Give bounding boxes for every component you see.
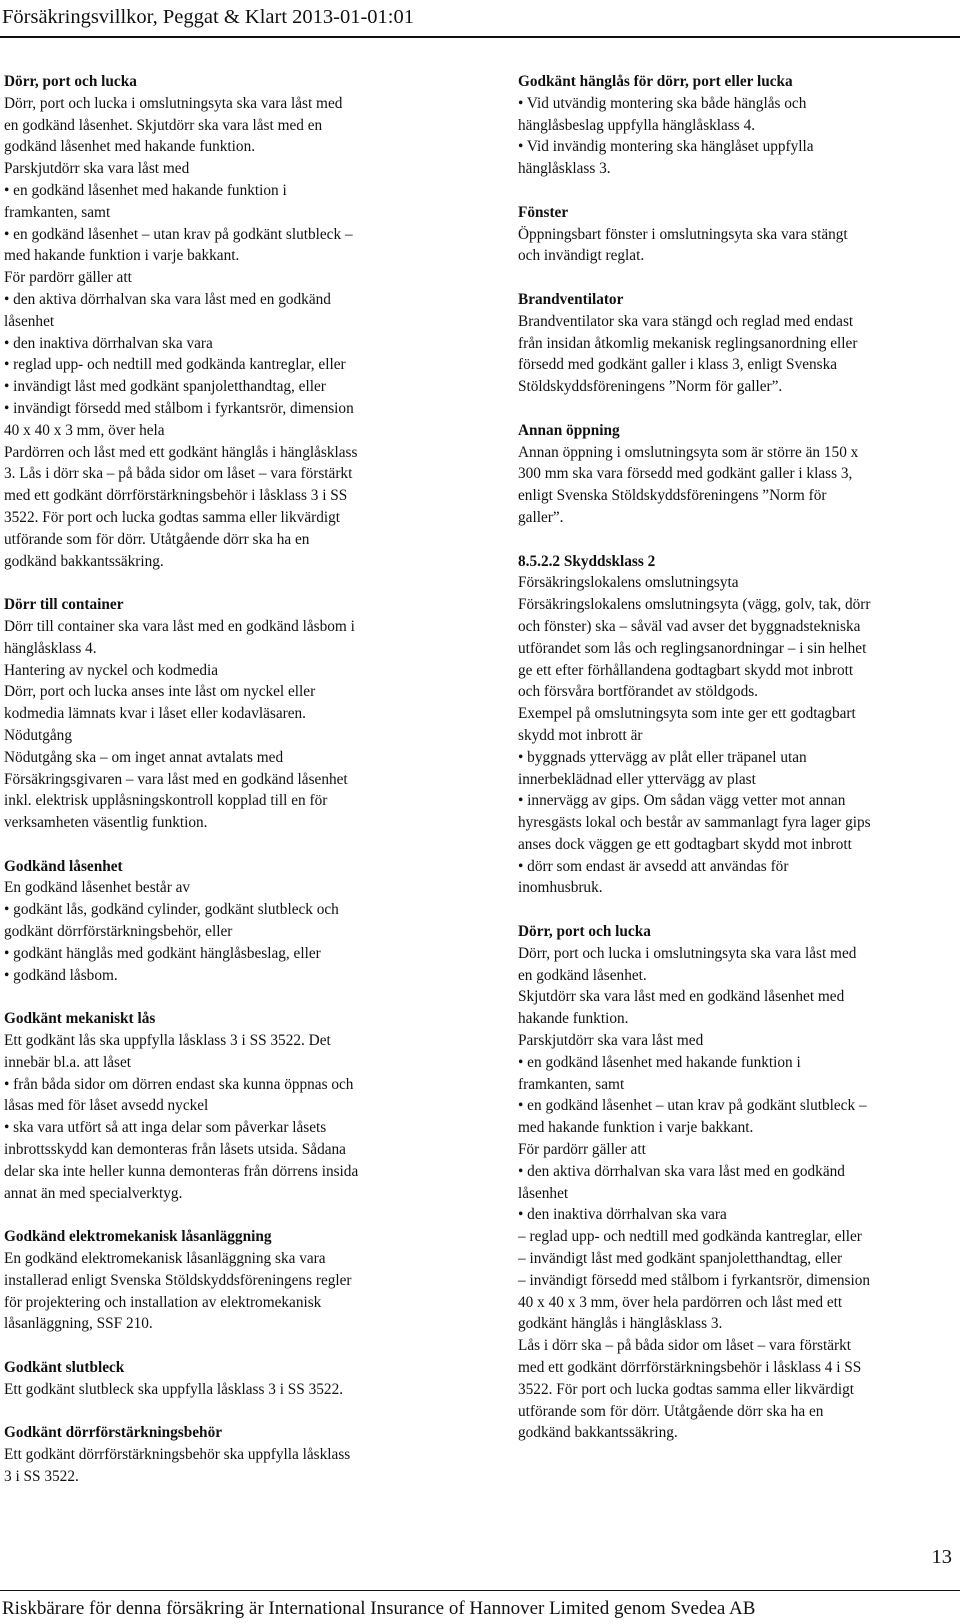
text-line: • den inaktiva dörrhalvan ska vara bbox=[4, 334, 213, 352]
text-line: hyresgästs lokal och består av sammanlagt fyra lager gips bbox=[518, 814, 871, 832]
section-heading: Godkänt dörrförstärkningsbehör bbox=[4, 1424, 223, 1442]
text-line: • innervägg av gips. Om sådan vägg vetter mot annan bbox=[518, 792, 846, 810]
text-line: • invändigt försedd med stålbom i fyrkantsrör, dimension bbox=[4, 399, 354, 417]
text-line: godkänd bakkantssäkring. bbox=[4, 552, 164, 570]
text-line: • godkänt lås, godkänd cylinder, godkänt slutbleck och bbox=[4, 901, 339, 919]
text-line: Ett godkänt slutbleck ska uppfylla låsklass 3 i SS 3522. bbox=[4, 1380, 344, 1398]
text-line: Nödutgång bbox=[4, 726, 72, 744]
document-title: Försäkringsvillkor, Peggat & Klart 2013-01-01:01 bbox=[2, 6, 414, 28]
text-line: innerbeklädnad eller yttervägg av plast bbox=[518, 770, 756, 788]
text-line: Ett godkänt lås ska uppfylla låsklass 3 i SS 3522. Det bbox=[4, 1032, 331, 1050]
text-line: utförande som för dörr. Utåtgående dörr ska ha en bbox=[518, 1402, 824, 1420]
text-line: 300 mm ska vara försedd med godkänt galler i klass 3, bbox=[518, 465, 853, 483]
section bbox=[518, 551, 958, 900]
text-line: • Vid invändig montering ska hänglåset uppfylla bbox=[518, 138, 814, 156]
text-line: Exempel på omslutningsyta som inte ger ett godtagbart bbox=[518, 705, 856, 723]
text-line: en godkänd låsenhet. Skjutdörr ska vara låst med en bbox=[4, 116, 323, 134]
text-line: • en godkänd låsenhet – utan krav på godkänt slutbleck – bbox=[518, 1097, 867, 1115]
text-line: framkanten, samt bbox=[4, 203, 111, 221]
text-line: 3522. För port och lucka godtas samma eller likvärdigt bbox=[518, 1380, 855, 1398]
text-line: En godkänd elektromekanisk låsanläggning ska vara bbox=[4, 1250, 326, 1268]
text-line: godkänd låsenhet med hakande funktion. bbox=[4, 138, 256, 156]
text-line: inomhusbruk. bbox=[518, 879, 603, 897]
section-heading: Godkänd elektromekanisk låsanläggning bbox=[4, 1228, 272, 1246]
section-heading: Dörr till container bbox=[4, 596, 124, 614]
footer-divider bbox=[0, 1590, 960, 1591]
section-heading: Godkänt mekaniskt lås bbox=[4, 1010, 156, 1028]
text-line: låsanläggning, SSF 210. bbox=[4, 1315, 153, 1333]
text-line: hänglåsbeslag uppfylla hänglåsklass 4. bbox=[518, 116, 756, 134]
section-heading: Fönster bbox=[518, 203, 569, 221]
text-line: – invändigt försedd med stålbom i fyrkantsrör, dimension bbox=[518, 1271, 871, 1289]
text-line: • ska vara utfört så att inga delar som påverkar låsets bbox=[4, 1119, 327, 1137]
section-heading: Dörr, port och lucka bbox=[518, 923, 651, 941]
text-line: utförandet som lås och reglingsanordningar – i sin helhet bbox=[518, 639, 867, 657]
text-line: 3 i SS 3522. bbox=[4, 1468, 79, 1485]
text-line: För pardörr gäller att bbox=[518, 1141, 646, 1159]
text-line: verksamheten väsentlig funktion. bbox=[4, 814, 208, 832]
text-line: godkänt dörrförstärkningsbehör, eller bbox=[4, 923, 233, 941]
page-number: 13 bbox=[931, 1546, 952, 1568]
text-line: ge ett efter förhållandena godtagbart skydd mot inbrott bbox=[518, 661, 854, 679]
text-line: • en godkänd låsenhet – utan krav på godkänt slutbleck – bbox=[4, 225, 353, 243]
text-line: • från båda sidor om dörren endast ska kunna öppnas och bbox=[4, 1075, 354, 1093]
section-heading: 8.5.2.2 Skyddsklass 2 bbox=[518, 552, 656, 570]
text-line: • den inaktiva dörrhalvan ska vara bbox=[518, 1206, 727, 1224]
section-heading: Godkänt hänglås för dörr, port eller lucka bbox=[518, 73, 793, 90]
text-line: låsenhet bbox=[518, 1184, 569, 1202]
text-line: För pardörr gäller att bbox=[4, 269, 132, 287]
text-line: Lås i dörr ska – på båda sidor om låset – vara förstärkt bbox=[518, 1337, 852, 1355]
section bbox=[518, 71, 958, 180]
text-line: inbrottsskydd kan demonteras från låsets utsida. Sådana bbox=[4, 1141, 346, 1159]
text-line: Öppningsbart fönster i omslutningsyta ska vara stängt bbox=[518, 225, 848, 243]
text-line: kodmedia lämnats kvar i låset eller kodavläsaren. bbox=[4, 705, 307, 723]
section bbox=[4, 594, 444, 834]
text-line: • en godkänd låsenhet med hakande funktion i bbox=[518, 1053, 801, 1071]
text-line: anses dock väggen ge ett godtagbart skydd mot inbrott bbox=[518, 835, 852, 853]
text-line: • dörr som endast är avsedd att användas för bbox=[518, 857, 789, 875]
section bbox=[4, 1008, 444, 1204]
section bbox=[518, 420, 958, 529]
section bbox=[518, 202, 958, 267]
text-line: Skjutdörr ska vara låst med en godkänd låsenhet med bbox=[518, 988, 845, 1006]
section bbox=[4, 1422, 444, 1487]
header-divider bbox=[0, 36, 960, 38]
footer-text: Riskbärare för denna försäkring är International Insurance of Hannover Limited genom Svedea AB bbox=[2, 1598, 756, 1619]
text-line: skydd mot inbrott är bbox=[518, 726, 643, 744]
section bbox=[4, 1357, 444, 1401]
text-line: Dörr till container ska vara låst med en godkänd låsbom i bbox=[4, 617, 355, 635]
text-line: • en godkänd låsenhet med hakande funktion i bbox=[4, 181, 287, 199]
text-line: • byggnads yttervägg av plåt eller träpanel utan bbox=[518, 748, 807, 766]
text-line: • den aktiva dörrhalvan ska vara låst med en godkänd bbox=[4, 290, 331, 308]
text-line: en godkänd låsenhet. bbox=[518, 966, 647, 984]
right-column bbox=[518, 71, 958, 1466]
left-column bbox=[4, 71, 444, 1510]
text-line: hänglåsklass 4. bbox=[4, 639, 97, 657]
section bbox=[518, 289, 958, 398]
text-line: Dörr, port och lucka i omslutningsyta ska vara låst med bbox=[4, 94, 343, 112]
text-line: godkänd bakkantssäkring. bbox=[518, 1424, 678, 1442]
text-line: Annan öppning i omslutningsyta som är större än 150 x bbox=[518, 443, 859, 461]
text-line: Pardörren och låst med ett godkänt hänglås i hänglåsklass bbox=[4, 443, 358, 461]
text-line: låsenhet bbox=[4, 312, 55, 330]
text-line: innebär bl.a. att låset bbox=[4, 1053, 131, 1071]
text-line: godkänt hänglås i hänglåsklass 3. bbox=[518, 1315, 723, 1333]
text-line: med hakande funktion i varje bakkant. bbox=[4, 247, 240, 265]
text-line: Parskjutdörr ska vara låst med bbox=[518, 1032, 704, 1050]
section bbox=[4, 1226, 444, 1335]
section-heading: Godkänd låsenhet bbox=[4, 857, 123, 875]
text-line: enligt Svenska Stöldskyddsföreningens ”Norm för bbox=[518, 487, 827, 505]
section-heading: Dörr, port och lucka bbox=[4, 73, 137, 90]
section bbox=[518, 921, 958, 1444]
text-line: 40 x 40 x 3 mm, över hela bbox=[4, 421, 165, 439]
text-line: med ett godkänt dörrförstärkningsbehör i låsklass 4 i SS bbox=[518, 1359, 862, 1377]
text-line: Parskjutdörr ska vara låst med bbox=[4, 160, 190, 178]
text-line: 40 x 40 x 3 mm, över hela pardörren och låst med ett bbox=[518, 1293, 843, 1311]
text-line: och invändigt reglat. bbox=[518, 247, 645, 265]
text-line: 3522. För port och lucka godtas samma eller likvärdigt bbox=[4, 508, 341, 526]
text-line: hänglåsklass 3. bbox=[518, 160, 611, 178]
text-line: med ett godkänt dörrförstärkningsbehör i låsklass 3 i SS bbox=[4, 487, 348, 505]
section-heading: Godkänt slutbleck bbox=[4, 1359, 125, 1377]
text-line: Nödutgång ska – om inget annat avtalats med bbox=[4, 748, 284, 766]
text-line: 3. Lås i dörr ska – på båda sidor om låset – vara förstärkt bbox=[4, 465, 353, 483]
section-heading: Brandventilator bbox=[518, 290, 624, 308]
text-line: • reglad upp- och nedtill med godkända kantreglar, eller bbox=[4, 356, 346, 374]
text-line: Stöldskyddsföreningens ”Norm för galler”. bbox=[518, 378, 783, 396]
text-line: Försäkringslokalens omslutningsyta bbox=[518, 574, 739, 592]
text-line: Dörr, port och lucka i omslutningsyta ska vara låst med bbox=[518, 944, 857, 962]
text-line: låsas med för låset avsedd nyckel bbox=[4, 1097, 209, 1115]
text-line: • godkänd låsbom. bbox=[4, 966, 118, 984]
page-footer bbox=[2, 1597, 958, 1621]
text-line: • Vid utvändig montering ska både hänglås och bbox=[518, 94, 807, 112]
text-line: framkanten, samt bbox=[518, 1075, 625, 1093]
text-line: delar ska inte heller kunna demonteras från dörrens insida bbox=[4, 1162, 359, 1180]
text-line: – reglad upp- och nedtill med godkända kantreglar, eller bbox=[518, 1228, 862, 1246]
text-line: • den aktiva dörrhalvan ska vara låst med en godkänd bbox=[518, 1162, 845, 1180]
text-line: • invändigt låst med godkänt spanjoletthandtag, eller bbox=[4, 378, 326, 396]
text-line: försedd med godkänt galler i klass 3, enligt Svenska bbox=[518, 356, 838, 374]
text-line: Försäkringslokalens omslutningsyta (vägg, golv, tak, dörr bbox=[518, 596, 871, 614]
text-line: inkl. elektrisk upplåsningskontroll kopplad till en för bbox=[4, 792, 328, 810]
text-line: utförande som för dörr. Utåtgående dörr ska ha en bbox=[4, 530, 310, 548]
text-line: från insidan åtkomlig mekanisk reglingsanordning eller bbox=[518, 334, 858, 352]
text-line: – invändigt låst med godkänt spanjoletthandtag, eller bbox=[518, 1250, 843, 1268]
text-line: med hakande funktion i varje bakkant. bbox=[518, 1119, 754, 1137]
section bbox=[4, 856, 444, 987]
text-line: • godkänt hänglås med godkänt hänglåsbeslag, eller bbox=[4, 944, 321, 962]
text-line: annat än med specialverktyg. bbox=[4, 1184, 183, 1202]
text-line: och fönster) ska – såväl vad avser det byggnadstekniska bbox=[518, 617, 861, 635]
text-line: Dörr, port och lucka anses inte låst om nyckel eller bbox=[4, 683, 316, 701]
page-header bbox=[0, 0, 960, 40]
text-line: En godkänd låsenhet består av bbox=[4, 879, 191, 897]
section bbox=[4, 71, 444, 572]
section-heading: Annan öppning bbox=[518, 421, 620, 439]
text-line: Brandventilator ska vara stängd och reglad med endast bbox=[518, 312, 854, 330]
text-line: och försvåra bortförandet av stöldgods. bbox=[518, 683, 759, 701]
text-line: hakande funktion. bbox=[518, 1010, 629, 1028]
text-line: Försäkringsgivaren – vara låst med en godkänd låsenhet bbox=[4, 770, 348, 788]
text-line: Hantering av nyckel och kodmedia bbox=[4, 661, 219, 679]
text-line: för projektering och installation av elektromekanisk bbox=[4, 1293, 322, 1311]
text-line: installerad enligt Svenska Stöldskyddsföreningens regler bbox=[4, 1271, 352, 1289]
text-line: galler”. bbox=[518, 508, 564, 526]
text-line: Ett godkänt dörrförstärkningsbehör ska uppfylla låsklass bbox=[4, 1446, 351, 1464]
